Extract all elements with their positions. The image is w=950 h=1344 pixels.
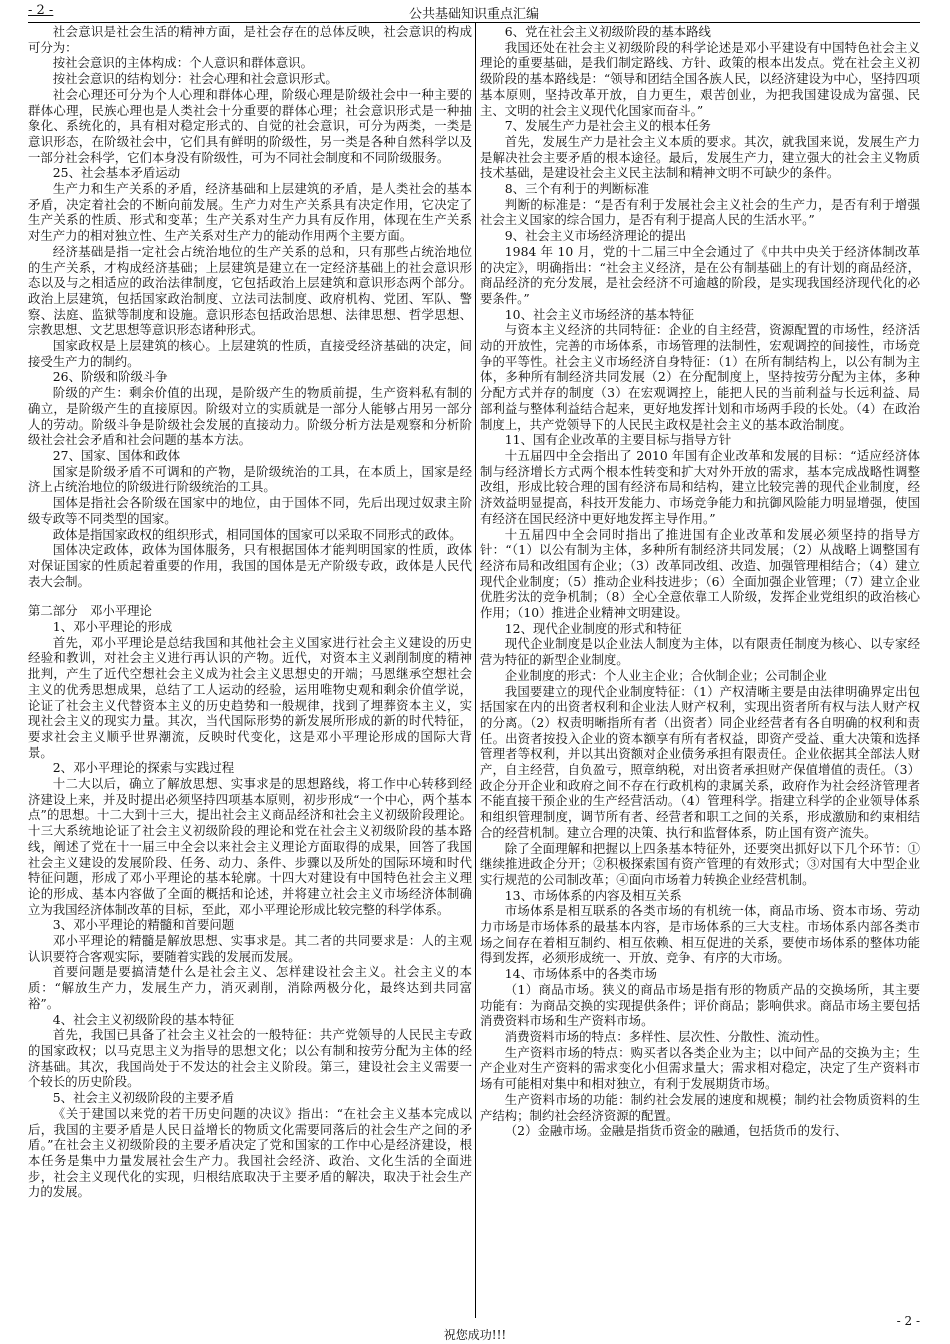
paragraph: 按社会意识的主体构成：个人意识和群体意识。 bbox=[52, 55, 313, 71]
paragraph: 首先，发展生产力是社会主义本质的要求。其次，就我国来说，发展生产力是解决社会主要矛盾的根本途径。最后，发展生产力，建立强大的社会主义物质技术基础，是建设社会主义民主法制和精神文明不可缺少的条件。 bbox=[480, 133, 920, 181]
section-heading: 8、三个有利于的判断标准 bbox=[504, 181, 649, 197]
paragraph: 判断的标准是：“是否有利于发展社会主义社会的生产力，是否有利于增强社会主义国家的综合国力，是否有利于提高人民的生活水平。” bbox=[480, 196, 920, 228]
paragraph: 与资本主义经济的共同特征：企业的自主经营，资源配置的市场性，经济活动的开放性，完善的市场体系，市场管理的法制性，宏观调控的间接性，市场竞争的平等性。社会主义市场经济自身特征：（1）在所有制结构上，以公有制为主体，多种所有制经济共同发展（2）在分配制度上，坚持按劳分配为主体，多种分配方式并存的制度（3）在宏观调控上，能把人民的当前利益与长远利益、局部利益与整体利益结合起来，更好地发挥计划和市场两手段的长处。（4）在政治制度上，共产党领导下的人民民主政权是社会主义的基本政治制度。 bbox=[480, 322, 920, 432]
paragraph: 我国还处在社会主义初级阶段的科学论述是邓小平建设有中国特色社会主义理论的重要基础，是我们制定路线、方针、政策的根本出发点。党在社会主义初级阶段的基本路线是：“领导和团结全国各族人民，以经济建设为中心，坚持四项基本原则，坚持改革开放，自力更生，艰苦创业，为把我国建设成为富强、民主、文明的社会主义现代化国家而奋斗。” bbox=[480, 39, 920, 118]
section-heading: 7、发展生产力是社会主义的根本任务 bbox=[504, 118, 711, 134]
paragraph: 经济基础是指一定社会占统治地位的生产关系的总和，只有那些占统治地位的生产关系，才构成经济基础；上层建筑是建立在一定经济基础上的社会意识形态以及与之相适应的政治法律制度，它包括政治上层建筑和意识形态两个部分。政治上层建筑，包括国家政治制度、立法司法制度、政府机构、党团、军队、警察、法庭、监狱等制度和设施。意识形态包括政治思想、法律思想、哲学思想、宗教思想、文艺思想等意识形态诸种形式。 bbox=[28, 243, 472, 338]
section-heading: 3、邓小平理论的精髓和首要问题 bbox=[52, 917, 235, 933]
paragraph: 国家是阶级矛盾不可调和的产物，是阶级统治的工具，在本质上，国家是经济上占统治地位的阶级进行阶级统治的工具。 bbox=[28, 463, 472, 495]
page-header bbox=[28, 0, 920, 23]
paragraph: 国体是指社会各阶级在国家中的地位，由于国体不同，先后出现过奴隶主阶级专政等不同类型的国家。 bbox=[28, 495, 472, 526]
section-heading: 26、阶级和阶级斗争 bbox=[52, 369, 168, 385]
section-heading: 27、国家、国体和政体 bbox=[52, 447, 181, 463]
section-heading: 2、邓小平理论的探索与实践过程 bbox=[52, 760, 235, 776]
paragraph: 十五届四中全会指出了 2010 年国有企业改革和发展的目标：“适应经济体制与经济增长方式两个根本性转变和扩大对外开放的需求，基本完成战略性调整改组，形成比较合理的国有经济布局和结构，建立比较完善的现代企业制度，经济效益明显提高，科技开发能力、市场竞争能力和抗御风险能力明显增强，使国有经济在国民经济中更好地发挥主导作用。” bbox=[480, 447, 920, 526]
section-heading: 14、市场体系中的各类市场 bbox=[504, 966, 657, 982]
paragraph: 首要问题是要搞清楚什么是社会主义、怎样建设社会主义。社会主义的本质：“解放生产力，发展生产力，消灭剥削，消除两极分化，最终达到共同富裕”。 bbox=[28, 964, 472, 1011]
section-heading: 4、社会主义初级阶段的基本特征 bbox=[52, 1011, 235, 1027]
paragraph: 企业制度的形式：个人业主企业；合伙制企业；公司制企业 bbox=[504, 667, 827, 683]
paragraph: 除了全面理解和把握以上四条基本特征外，还要突出抓好以下几个环节：①继续推进政企分开；②积极探索国有资产管理的有效形式；③对国有大中型企业实行规范的公司制改革；④面向市场着力转换企业经营机制。 bbox=[480, 840, 920, 887]
right-column bbox=[480, 24, 920, 1314]
paragraph: 生产资料市场的特点：购买者以各类企业为主；以中间产品的交换为主；生产企业对生产资料的需求变化小但需求量大；需求相对稳定，决定了生产资料市场有可能相对集中和相对独立，有利于发展期货市场。 bbox=[480, 1044, 920, 1092]
paragraph: 1984 年 10 月，党的十二届三中全会通过了《中共中央关于经济体制改革的决定》，明确指出：“社会主义经济，是在公有制基础上的有计划的商品经济，商品经济的充分发展，是社会经济不可逾越的阶段，是实现我国经济现代化的必要条件。” bbox=[480, 243, 920, 306]
footer-page-number: - 2 - bbox=[896, 1314, 920, 1328]
paragraph: 生产力和生产关系的矛盾，经济基础和上层建筑的矛盾，是人类社会的基本矛盾，决定着社会的不断向前发展。生产力对生产关系具有决定作用，它决定了生产关系的性质、形式和变革；生产关系对生产力具有反作用，体现在生产关系对生产力的相对独立性、生产关系对生产力的能动作用两个主要方面。 bbox=[28, 181, 472, 244]
paragraph: 政体是指国家政权的组织形式，相同国体的国家可以采取不同形式的政体。 bbox=[52, 526, 462, 542]
paragraph: 首先，我国已具备了社会主义社会的一般特征：共产党领导的人民民主专政的国家政权；以马克思主义为指导的思想文化；以公有制和按劳分配为主体的经济基础。其次，我国尚处于不发达的社会主义阶段。第三，建设社会主义需要一个较长的历史阶段。 bbox=[28, 1027, 472, 1090]
section-heading: 11、国有企业改革的主要目标与指导方针 bbox=[504, 432, 732, 448]
paragraph: （2）金融市场。金融是指货币资金的融通，包括货币的发行、 bbox=[504, 1123, 848, 1139]
paragraph: （1）商品市场。狭义的商品市场是指有形的物质产品的交换场所，其主要功能有：为商品交换的实现提供条件；评价商品；影响供求。商品市场主要包括消费资料市场和生产资料市场。 bbox=[480, 981, 920, 1029]
section-heading: 6、党在社会主义初级阶段的基本路线 bbox=[504, 24, 711, 39]
paragraph: 《关于建国以来党的若干历史问题的决议》指出：“在社会主义基本完成以后，我国的主要矛盾是人民日益增长的物质文化需要同落后的社会生产之间的矛盾。”在社会主义初级阶段的主要矛盾决定了党和国家的工作中心是经济建设，根本任务是集中力量发展社会生产力。我国社会经济、政治、文化生活的全面进步，社会主义现代化的实现，归根结底取决于主要矛盾的解决，取决于社会生产力的发展。 bbox=[28, 1105, 472, 1200]
section-heading: 25、社会基本矛盾运动 bbox=[52, 165, 181, 181]
paragraph: 市场体系是相互联系的各类市场的有机统一体，商品市场、资本市场、劳动力市场是市场体系的最基本内容，是市场体系的三大支柱。市场体系内部各类市场之间存在着相互制约、相互依赖、相互促进的关系，要使市场体系的整体功能得到发挥，必须形成统一、开放、竞争、有序的大市场。 bbox=[480, 903, 920, 966]
section-heading: 1、邓小平理论的形成 bbox=[52, 619, 173, 635]
section-heading: 13、市场体系的内容及相互关系 bbox=[504, 887, 682, 903]
paragraph: 现代企业制度是以企业法人制度为主体，以有限责任制度为核心、以专家经营为特征的新型企业制度。 bbox=[480, 636, 920, 668]
paragraph: 社会心理还可分为个人心理和群体心理，阶级心理是阶级社会中一种主要的群体心理，民族心理也是人类社会十分重要的群体心理；社会意识形式是一种抽象化、系统化的，具有相对稳定形式的、自觉的社会意识，可分为两类，一类是意识形态，在阶级社会中，它们具有鲜明的阶级性，另一类是各种自然科学以及一部分社会科学，它们本身没有阶级性，可为不同社会制度和不同阶级服务。 bbox=[28, 86, 472, 165]
paragraph: 阶级的产生：剩余价值的出现，是阶级产生的物质前提，生产资料私有制的确立，是阶级产生的直接原因。阶级对立的实质就是一部分人能够占用另一部分人的劳动。阶级斗争是阶级社会发展的直接动力。阶级分析方法是观察和分析阶级社会社会矛盾和社会问题的基本方法。 bbox=[28, 385, 472, 448]
section-heading: 10、社会主义市场经济的基本特征 bbox=[504, 306, 695, 322]
column-divider bbox=[475, 22, 476, 1318]
paragraph: 消费资料市场的特点：多样性、层次性、分散性、流动性。 bbox=[504, 1029, 827, 1044]
section-heading: 12、现代企业制度的形式和特征 bbox=[504, 620, 682, 636]
paragraph: 国家政权是上层建筑的核心。上层建筑的性质，直接受经济基础的决定，间接受生产力的制约。 bbox=[28, 338, 472, 369]
paragraph: 国体决定政体，政体为国体服务，只有根据国体才能判明国家的性质，政体对保证国家的性质起着重要的作用，我国的国体是无产阶级专政，政体是人民代表大会制。 bbox=[28, 542, 472, 589]
paragraph: 社会意识是社会生活的精神方面，是社会存在的总体反映，社会意识的构成可分为： bbox=[28, 24, 472, 55]
paragraph: 按社会意识的结构划分：社会心理和社会意识形式。 bbox=[52, 71, 338, 87]
section-heading: 5、社会主义初级阶段的主要矛盾 bbox=[52, 1090, 235, 1106]
part-heading: 第二部分 邓小平理论 bbox=[28, 603, 152, 619]
paragraph: 十二大以后，确立了解放思想、实事求是的思想路线，将工作中心转移到经济建设上来，并及时提出必须坚持四项基本原则，初步形成“一个中心，两个基本点”的思想。十二大到十三大，提出社会主义商品经济和社会主义初级阶段理论。十三大系统地论证了社会主义初级阶段的理论和党在社会主义初级阶段的基本路线，阐述了党在十一届三中全会以来社会主义理论方面取得的成果，回答了我国社会主义建设的发展阶段、任务、动力、条件、步骤以及所处的国际环境和时代特征问题，形成了邓小平理论的基本轮廓。十四大对建设有中国特色社会主义理论的形成、基本内容做了全面的概括和论述，并将建立社会主义市场经济体制确立为我国经济体制改革的目标，至此，邓小平理论形成比较完整的科学体系。 bbox=[28, 776, 472, 917]
page-footer bbox=[0, 1314, 950, 1344]
paragraph: 首先，邓小平理论是总结我国和其他社会主义国家进行社会主义建设的历史经验和教训，对社会主义进行再认识的产物。近代，对资本主义剥削制度的精神批判，产生了近代空想社会主义成为社会主义思想史的开端；马恩继承空想社会主义的优秀思想成果，总结了工人运动的经验，运用唯物史观和剩余价值学说，论证了社会主义代替资本主义的历史趋势和一般规律，找到了埋葬资本主义，实现社会主义的现实力量。其次，当代国际形势的新发展所形成的新的时代特征，要求社会主义顺乎世界潮流，反映时代变化，这是邓小平理论形成的国际大背景。 bbox=[28, 634, 472, 760]
header-page-number: - 2 - bbox=[28, 3, 54, 18]
paragraph: 生产资料市场的功能：制约社会发展的速度和规模；制约社会物质资料的生产结构；制约社会经济资源的配置。 bbox=[480, 1091, 920, 1123]
paragraph: 我国要建立的现代企业制度特征：（1）产权清晰主要是由法律明确界定出包括国家在内的出资者权利和企业法人财产权利，实现出资者所有权与法人财产权的分离。（2）权责明晰指所有者（出资者）同企业经营者有各自明确的权利和责任。出资者按投入企业的资本额享有所有者权益，即资产受益、重大决策和选择管理者等权利，并以其出资额对企业债务承担有限责任。企业依据其全部法人财产，自主经营，自负盈亏，照章纳税，对出资者承担财产保值增值的责任。（3）政企分开企业和政府之间不存在行政机构的隶属关系，政府作为社会经济管理者不能直接干预企业的生产经营活动。（4）管理科学。指建立科学的企业领导体系和组织管理制度，调节所有者、经营者和职工之间的关系，形成激励和约束相结合的经营机制。建立合理的决策、执行和监督体系，防止国有资产流失。 bbox=[480, 683, 920, 840]
left-column bbox=[28, 24, 472, 1314]
header-title: 公共基础知识重点汇编 bbox=[408, 7, 539, 22]
section-heading: 9、社会主义市场经济理论的提出 bbox=[504, 228, 687, 244]
footer-motto: 祝您成功!!! bbox=[443, 1328, 507, 1342]
paragraph: 十五届四中全会同时指出了推进国有企业改革和发展必须坚持的指导方针：“（1）以公有制为主体，多种所有制经济共同发展；（2）从战略上调整国有经济布局和改组国有企业；（3）改革同改组、改造、加强管理相结合；（4）建立现代企业制度；（5）推动企业科技进步；（6）全面加强企业管理；（7）建立企业优胜劣汰的竞争机制；（8）全心全意依靠工人阶级，发挥企业党组织的政治核心作用；（10）推进企业精神文明建设。 bbox=[480, 526, 920, 621]
paragraph: 邓小平理论的精髓是解放思想、实事求是。其二者的共同要求是：人的主观认识要符合客观实际，要随着实践的发展而发展。 bbox=[28, 933, 472, 964]
